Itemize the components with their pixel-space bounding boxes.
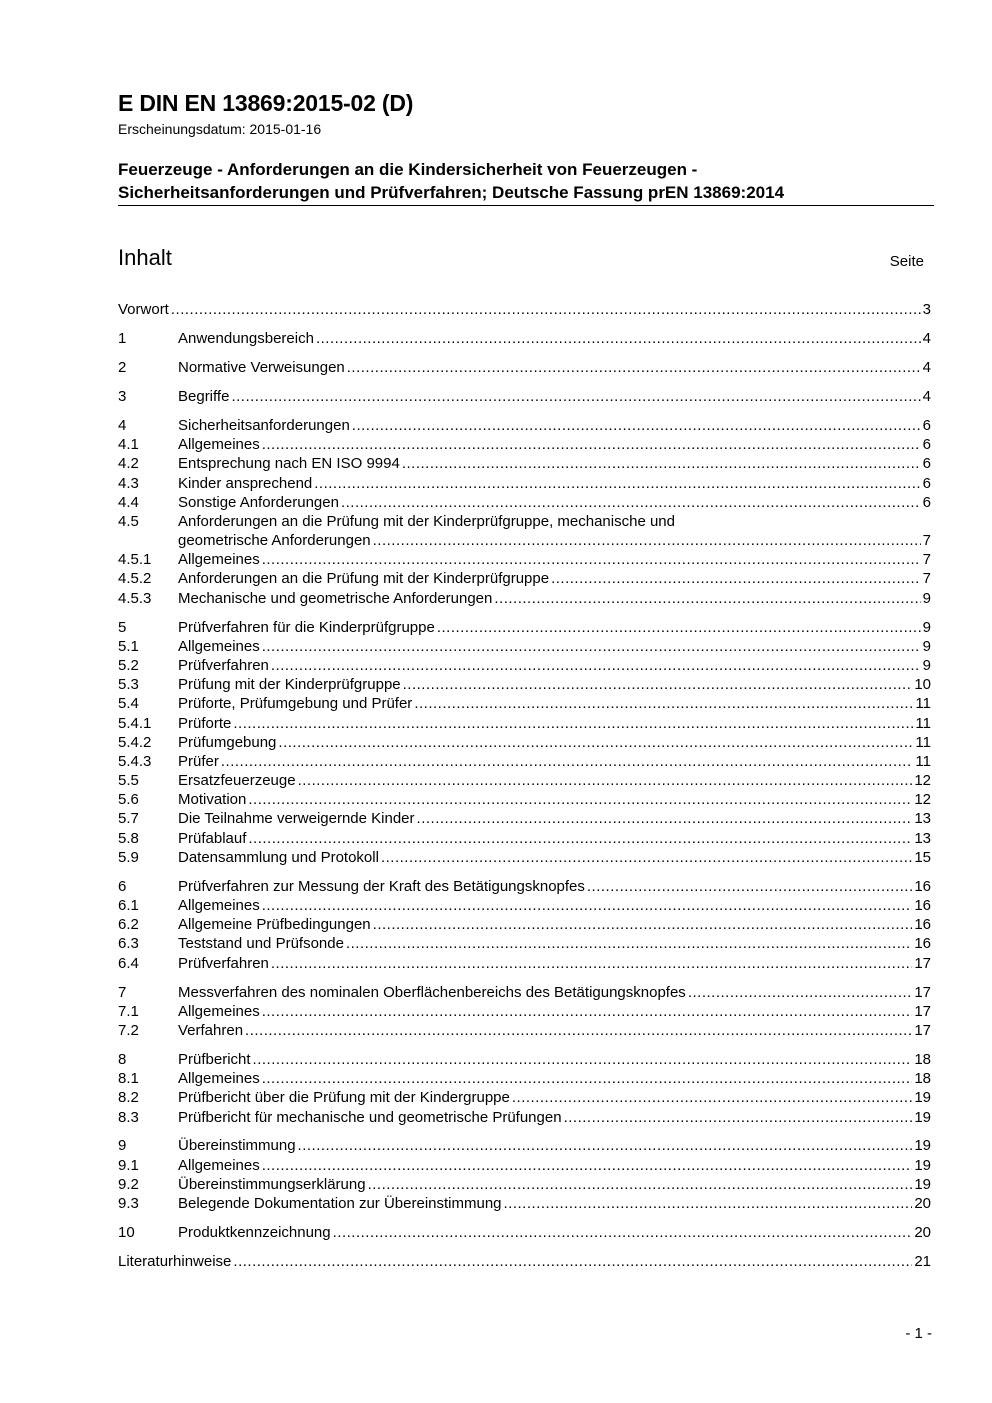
toc-entry-page: 16	[914, 897, 931, 915]
toc-entry-number: 7.1	[118, 1002, 139, 1020]
toc-dot-leader	[245, 1021, 912, 1040]
toc-entry-title: Übereinstimmung	[178, 1137, 296, 1155]
toc-dot-leader	[512, 1088, 912, 1107]
toc-entry-page: 10	[914, 676, 931, 694]
toc-entry-page: 4	[922, 387, 931, 405]
toc-entry-page: 13	[914, 829, 931, 847]
toc-dot-leader	[437, 618, 921, 637]
toc-entry-page: 12	[914, 772, 931, 790]
toc-entry-number: 4.4	[118, 493, 139, 511]
toc-entry-page: 6	[922, 436, 931, 454]
toc-entry[interactable]	[118, 848, 931, 867]
toc-entry[interactable]	[118, 1175, 931, 1194]
toc-entry-page: 16	[914, 877, 931, 895]
toc-entry-number: 5.5	[118, 772, 139, 790]
toc-entry-page: 16	[914, 916, 931, 934]
toc-entry-title: Prüfverfahren	[178, 954, 269, 972]
toc-entry[interactable]	[118, 387, 931, 406]
toc-entry-number: 4.2	[118, 455, 139, 473]
toc-entry-page: 17	[914, 983, 931, 1001]
toc-entry-number: 6.2	[118, 916, 139, 934]
toc-entry-number: 5.4.1	[118, 714, 152, 732]
toc-dot-leader	[231, 387, 920, 406]
toc-entry-title-continued: geometrische Anforderungen	[178, 532, 371, 550]
toc-entry[interactable]	[118, 1194, 931, 1213]
toc-dot-leader	[262, 435, 921, 454]
toc-entry-title: Datensammlung und Protokoll	[178, 848, 379, 866]
toc-entry-number: 2	[118, 358, 127, 376]
toc-entry-title: Normative Verweisungen	[178, 358, 345, 376]
toc-entry[interactable]	[118, 512, 931, 531]
toc-entry[interactable]	[118, 1136, 931, 1155]
toc-entry-page: 21	[914, 1253, 931, 1271]
toc-entry-page: 3	[922, 301, 931, 318]
toc-entry-page: 11	[915, 714, 931, 732]
toc-entry-page: 11	[915, 733, 931, 751]
toc-dot-leader	[253, 1050, 913, 1069]
toc-entry-title: Prüfbericht	[178, 1050, 251, 1068]
toc-entry[interactable]	[118, 493, 931, 512]
toc-entry-number: 10	[118, 1224, 135, 1242]
toc-entry[interactable]	[118, 1252, 931, 1271]
toc-entry-title: Allgemeines	[178, 436, 260, 454]
toc-entry-number: 4.5.2	[118, 570, 152, 588]
toc-entry-title: Vorwort	[118, 301, 169, 318]
toc-dot-leader	[233, 714, 913, 733]
toc-entry-number: 9.1	[118, 1156, 139, 1174]
toc-entry-number: 5.1	[118, 637, 139, 655]
toc-entry[interactable]	[118, 1223, 931, 1242]
toc-entry-title: Anwendungsbereich	[178, 329, 314, 347]
toc-entry-page: 9	[922, 589, 931, 607]
toc-entry-title: Produktkennzeichnung	[178, 1224, 331, 1242]
title-divider	[118, 205, 934, 206]
toc-entry[interactable]	[118, 1069, 931, 1088]
toc-entry-number: 9	[118, 1137, 127, 1155]
toc-entry-page: 12	[914, 791, 931, 809]
toc-entry-page: 7	[922, 551, 931, 569]
toc-entry-title: Prüfverfahren für die Kinderprüfgruppe	[178, 618, 435, 636]
toc-entry[interactable]	[118, 733, 931, 752]
toc-dot-leader	[298, 1136, 913, 1155]
toc-entry-number: 8.1	[118, 1070, 139, 1088]
toc-entry-title: Kinder ansprechend	[178, 474, 313, 492]
toc-entry-title: Motivation	[178, 791, 247, 809]
toc-entry-title: Belegende Dokumentation zur Übereinstimmung	[178, 1195, 502, 1213]
toc-entry-title: Messverfahren des nominalen Oberflächenbereichs des Betätigungsknopfes	[178, 983, 686, 1001]
toc-dot-leader	[504, 1194, 913, 1213]
toc-dot-leader	[262, 550, 921, 569]
toc-entry-title: Mechanische und geometrische Anforderungen	[178, 589, 493, 607]
toc-entry-title: Prüforte, Prüfumgebung und Prüfer	[178, 695, 413, 713]
toc-entry-page: 17	[914, 1021, 931, 1039]
toc-dot-leader	[314, 474, 920, 493]
toc-entry[interactable]	[118, 694, 931, 713]
toc-dot-leader	[352, 416, 921, 435]
toc-entry-page: 6	[922, 455, 931, 473]
toc-dot-leader	[271, 954, 912, 973]
toc-entry-number: 4.5.1	[118, 551, 152, 569]
toc-entry-page: 4	[922, 329, 931, 347]
toc-entry[interactable]	[118, 790, 931, 809]
toc-entry-page: 18	[914, 1070, 931, 1088]
toc-entry[interactable]	[118, 454, 931, 473]
toc-entry-number: 5.4	[118, 695, 139, 713]
toc-dot-leader	[248, 790, 912, 809]
document-title-line-2: Sicherheitsanforderungen und Prüfverfahren; Deutsche Fassung prEN 13869:2014	[118, 183, 785, 202]
toc-entry-page: 6	[922, 474, 931, 492]
toc-entry-number: 4.3	[118, 474, 139, 492]
page-number: - 1 -	[905, 1325, 932, 1342]
toc-entry-number: 5.6	[118, 791, 139, 809]
toc-entry[interactable]	[118, 329, 931, 348]
toc-entry[interactable]	[118, 1050, 931, 1069]
toc-entry[interactable]	[118, 1156, 931, 1175]
toc-dot-leader	[414, 694, 913, 713]
toc-entry[interactable]	[118, 983, 931, 1002]
toc-entry-number: 3	[118, 387, 127, 405]
toc-entry[interactable]	[118, 675, 931, 694]
toc-entry-page: 9	[922, 618, 931, 636]
toc-entry-page: 11	[915, 695, 931, 713]
toc-entry-page: 19	[914, 1108, 931, 1126]
toc-dot-leader	[551, 569, 921, 588]
toc-entry-title: Allgemeines	[178, 1070, 260, 1088]
toc-entry-page: 6	[922, 416, 931, 434]
toc-dot-leader	[373, 915, 913, 934]
toc-entry-number: 4.5.3	[118, 589, 152, 607]
toc-dot-leader	[262, 637, 921, 656]
toc-entry[interactable]	[118, 358, 931, 377]
toc-entry[interactable]	[118, 569, 931, 588]
toc-entry-title: Prüfverfahren	[178, 656, 269, 674]
toc-entry-title: Übereinstimmungserklärung	[178, 1175, 366, 1193]
toc-entry-page: 9	[922, 656, 931, 674]
toc-entry-title: Prüfverfahren zur Messung der Kraft des Betätigungsknopfes	[178, 877, 585, 895]
toc-entry[interactable]	[118, 637, 931, 656]
toc-entry-page: 20	[914, 1224, 931, 1242]
toc-dot-leader	[221, 752, 914, 771]
toc-dot-leader	[368, 1175, 913, 1194]
toc-entry-title: Prüfumgebung	[178, 733, 277, 751]
toc-dot-leader	[278, 733, 913, 752]
toc-entry-title: Allgemeines	[178, 1156, 260, 1174]
toc-entry-number: 8	[118, 1050, 127, 1068]
toc-entry-title: Prüfablauf	[178, 829, 247, 847]
toc-entry-title: Prüforte	[178, 714, 232, 732]
toc-entry[interactable]	[118, 1108, 931, 1127]
toc-entry[interactable]	[118, 474, 931, 493]
toc-entry-number: 8.2	[118, 1089, 139, 1107]
toc-entry-title: Prüfbericht über die Prüfung mit der Kindergruppe	[178, 1089, 510, 1107]
toc-entry-number: 5.3	[118, 676, 139, 694]
toc-entry-number: 6.3	[118, 935, 139, 953]
toc-entry-title: Allgemeines	[178, 551, 260, 569]
toc-entry-number: 5	[118, 618, 127, 636]
toc-entry[interactable]	[118, 1088, 931, 1107]
toc-entry-number: 4.5	[118, 512, 139, 530]
toc-entry-number: 4.1	[118, 436, 139, 454]
toc-entry-page: 9	[922, 637, 931, 655]
toc-entry-number: 5.8	[118, 829, 139, 847]
toc-page-column-label: Seite	[889, 253, 924, 270]
toc-entry-number: 9.3	[118, 1195, 139, 1213]
toc-entry[interactable]	[118, 416, 931, 435]
toc-entry-title: Allgemeines	[178, 637, 260, 655]
toc-dot-leader	[316, 329, 921, 348]
toc-entry-title: Sicherheitsanforderungen	[178, 416, 350, 434]
toc-entry-title: Allgemeines	[178, 897, 260, 915]
toc-entry-title: Literaturhinweise	[118, 1253, 232, 1271]
document-title	[118, 158, 934, 204]
toc-entry[interactable]	[118, 714, 931, 733]
toc-dot-leader	[333, 1223, 913, 1242]
toc-entry-page: 7	[922, 570, 931, 588]
toc-entry-page: 7	[922, 532, 931, 550]
toc-entry-page: 15	[914, 848, 931, 866]
toc-dot-leader	[262, 896, 913, 915]
toc-dot-leader	[688, 983, 913, 1002]
toc-entry-title: Prüfbericht für mechanische und geometrische Prüfungen	[178, 1108, 562, 1126]
toc-dot-leader	[262, 1156, 913, 1175]
toc-dot-leader	[271, 656, 921, 675]
toc-entry-page: 13	[914, 810, 931, 828]
toc-entry-title: Die Teilnahme verweigernde Kinder	[178, 810, 415, 828]
toc-entry-number: 6.4	[118, 954, 139, 972]
toc-entry-number: 5.2	[118, 656, 139, 674]
toc-entry-title: Ersatzfeuerzeuge	[178, 772, 296, 790]
toc-entry-title: Anforderungen an die Prüfung mit der Kinderprüfgruppe	[178, 570, 550, 588]
toc-dot-leader	[298, 771, 913, 790]
toc-dot-leader	[262, 1002, 913, 1021]
toc-entry-title: Prüfung mit der Kinderprüfgruppe	[178, 676, 401, 694]
toc-entry[interactable]	[118, 829, 931, 848]
toc-entry[interactable]	[118, 656, 931, 675]
toc-dot-leader	[564, 1108, 913, 1127]
toc-entry-title: Allgemeine Prüfbedingungen	[178, 916, 371, 934]
toc-entry[interactable]	[118, 915, 931, 934]
toc-dot-leader	[341, 493, 921, 512]
toc-entry-page: 18	[914, 1050, 931, 1068]
toc-entry-number: 5.9	[118, 848, 139, 866]
toc-entry-page: 4	[922, 358, 931, 376]
toc-entry-page: 11	[915, 752, 931, 770]
toc-entry[interactable]	[118, 618, 931, 637]
toc-entry-page: 16	[914, 935, 931, 953]
toc-entry-number: 1	[118, 329, 127, 347]
toc-dot-leader	[403, 675, 913, 694]
toc-dot-leader	[381, 848, 912, 867]
toc-entry-title: Begriffe	[178, 387, 230, 405]
toc-dot-leader	[233, 1252, 912, 1271]
toc-entry[interactable]	[118, 435, 931, 454]
toc-entry[interactable]	[118, 934, 931, 953]
toc-dot-leader	[587, 877, 912, 896]
toc-entry[interactable]	[118, 752, 931, 771]
toc-entry-continuation[interactable]	[118, 531, 931, 550]
toc-dot-leader	[248, 829, 912, 848]
toc-entry-page: 19	[914, 1175, 931, 1193]
toc-entry-title: Allgemeines	[178, 1002, 260, 1020]
toc-entry-number: 7.2	[118, 1021, 139, 1039]
toc-entry[interactable]	[118, 589, 931, 608]
toc-entry-number: 5.4.2	[118, 733, 152, 751]
toc-entry-page: 17	[914, 954, 931, 972]
toc-entry-title: Teststand und Prüfsonde	[178, 935, 344, 953]
toc-entry-number: 5.4.3	[118, 752, 152, 770]
toc-entry-number: 4	[118, 416, 127, 434]
toc-entry-page: 17	[914, 1002, 931, 1020]
toc-dot-leader	[346, 934, 912, 953]
toc-entry-number: 7	[118, 983, 127, 1001]
toc-entry-title: Verfahren	[178, 1021, 244, 1039]
toc-entry[interactable]	[118, 809, 931, 828]
toc-entry-page: 19	[914, 1089, 931, 1107]
toc-entry[interactable]	[118, 1021, 931, 1040]
toc-entry-page: 20	[914, 1195, 931, 1213]
toc-entry-number: 6.1	[118, 897, 139, 915]
toc-entry-page: 19	[914, 1156, 931, 1174]
toc-entry-number: 8.3	[118, 1108, 139, 1126]
toc-entry-number: 5.7	[118, 810, 139, 828]
toc-entry-title: Sonstige Anforderungen	[178, 493, 339, 511]
toc-entry[interactable]	[118, 550, 931, 569]
toc-dot-leader	[373, 531, 921, 550]
toc-entry-page: 19	[914, 1137, 931, 1155]
toc-entry-page: 6	[922, 493, 931, 511]
toc-dot-leader	[347, 358, 921, 377]
toc-dot-leader	[494, 589, 920, 608]
toc-dot-leader	[417, 809, 913, 828]
table-of-contents	[118, 300, 931, 1271]
document-id: E DIN EN 13869:2015-02 (D)	[118, 90, 414, 116]
toc-dot-leader	[262, 1069, 913, 1088]
toc-entry-title: Prüfer	[178, 752, 219, 770]
toc-dot-leader	[171, 300, 921, 319]
toc-entry-number: 9.2	[118, 1175, 139, 1193]
toc-entry[interactable]	[118, 877, 931, 896]
toc-dot-leader	[402, 454, 921, 473]
toc-entry-title: Entsprechung nach EN ISO 9994	[178, 455, 400, 473]
toc-entry[interactable]	[118, 1002, 931, 1021]
toc-entry[interactable]	[118, 771, 931, 790]
toc-entry[interactable]	[118, 300, 931, 319]
publication-date: Erscheinungsdatum: 2015-01-16	[118, 121, 322, 137]
document-title-line-1: Feuerzeuge - Anforderungen an die Kindersicherheit von Feuerzeugen -	[118, 160, 698, 179]
toc-entry[interactable]	[118, 896, 931, 915]
toc-entry[interactable]	[118, 954, 931, 973]
toc-entry-title: Anforderungen an die Prüfung mit der Kinderprüfgruppe, mechanische und	[178, 512, 675, 530]
toc-entry-number: 6	[118, 877, 127, 895]
toc-heading: Inhalt	[118, 245, 172, 270]
